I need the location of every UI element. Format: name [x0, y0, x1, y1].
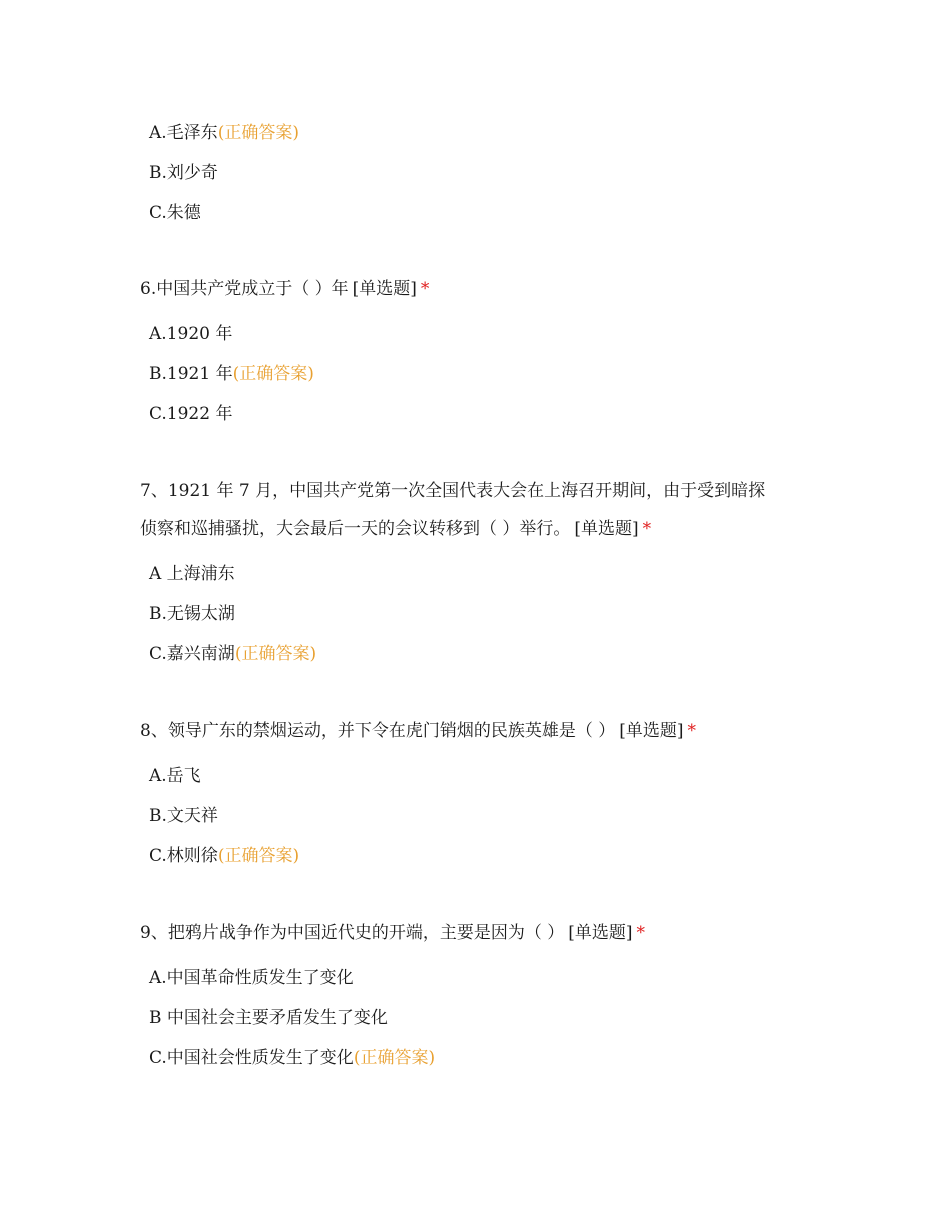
question-text-line-2: 侦察和巡捕骚扰，大会最后一天的会议转移到（ ）举行。: [140, 519, 571, 539]
option-label: B.刘少奇: [149, 163, 218, 183]
option-label: C.林则徐: [149, 846, 218, 866]
options-list: [149, 113, 820, 233]
option-b[interactable]: [149, 153, 820, 193]
option-label: B.无锡太湖: [149, 604, 235, 624]
required-asterisk: *: [636, 923, 645, 943]
correct-answer-tag: (正确答案): [217, 123, 299, 143]
question-7: [140, 472, 820, 674]
option-c[interactable]: [149, 193, 820, 233]
option-c[interactable]: [149, 836, 820, 876]
option-label: A.中国革命性质发生了变化: [149, 968, 354, 988]
options-list: [149, 958, 820, 1078]
options-list: [149, 314, 820, 434]
question-text: 8、领导广东的禁烟运动，并下令在虎门销烟的民族英雄是（ ）: [140, 721, 616, 741]
correct-answer-tag: (正确答案): [217, 846, 300, 866]
option-c[interactable]: [149, 1038, 820, 1078]
option-label: B.文天祥: [149, 806, 218, 826]
option-b[interactable]: [149, 354, 820, 394]
option-a[interactable]: [149, 113, 820, 153]
question-type-tag: [单选题]: [568, 923, 633, 943]
options-list: [149, 554, 820, 674]
option-a[interactable]: [149, 554, 820, 594]
option-a[interactable]: [149, 958, 820, 998]
option-label: A.岳飞: [149, 766, 201, 786]
question-8: [140, 712, 820, 876]
question-text-line-1: 7、1921 年 7 月，中国共产党第一次全国代表大会在上海召开期间，由于受到暗探: [140, 481, 766, 501]
correct-answer-tag: (正确答案): [232, 364, 314, 384]
option-label: B 中国社会主要矛盾发生了变化: [149, 1008, 388, 1028]
question-text: 9、把鸦片战争作为中国近代史的开端，主要是因为（ ）: [140, 923, 565, 943]
option-label: A 上海浦东: [149, 564, 235, 584]
required-asterisk: *: [420, 279, 430, 299]
option-label: A.1920 年: [149, 324, 233, 344]
option-b[interactable]: [149, 998, 820, 1038]
option-label: A.毛泽东: [149, 123, 218, 143]
question-text: 6.中国共产党成立于（ ）年: [140, 279, 349, 299]
question-type-tag: [单选题]: [352, 279, 417, 299]
option-c[interactable]: [149, 634, 820, 674]
question-5: [140, 113, 820, 233]
question-title: [140, 472, 820, 548]
question-title: [140, 914, 820, 952]
question-title: [140, 270, 820, 308]
question-title: [140, 712, 820, 750]
question-type-tag: [单选题]: [619, 721, 684, 741]
required-asterisk: *: [687, 721, 696, 741]
option-label: B.1921 年: [149, 364, 233, 384]
option-label: C.嘉兴南湖: [149, 644, 235, 664]
option-label: C.1922 年: [149, 404, 233, 424]
required-asterisk: *: [642, 519, 652, 539]
question-6: [140, 270, 820, 434]
option-label: C.中国社会性质发生了变化: [149, 1048, 354, 1068]
question-type-tag: [单选题]: [574, 519, 639, 539]
option-b[interactable]: [149, 796, 820, 836]
question-9: [140, 914, 820, 1078]
option-a[interactable]: [149, 314, 820, 354]
option-a[interactable]: [149, 756, 820, 796]
option-c[interactable]: [149, 394, 820, 434]
correct-answer-tag: (正确答案): [353, 1048, 436, 1068]
correct-answer-tag: (正确答案): [234, 644, 317, 664]
option-label: C.朱德: [149, 203, 201, 223]
option-b[interactable]: [149, 594, 820, 634]
options-list: [149, 756, 820, 876]
